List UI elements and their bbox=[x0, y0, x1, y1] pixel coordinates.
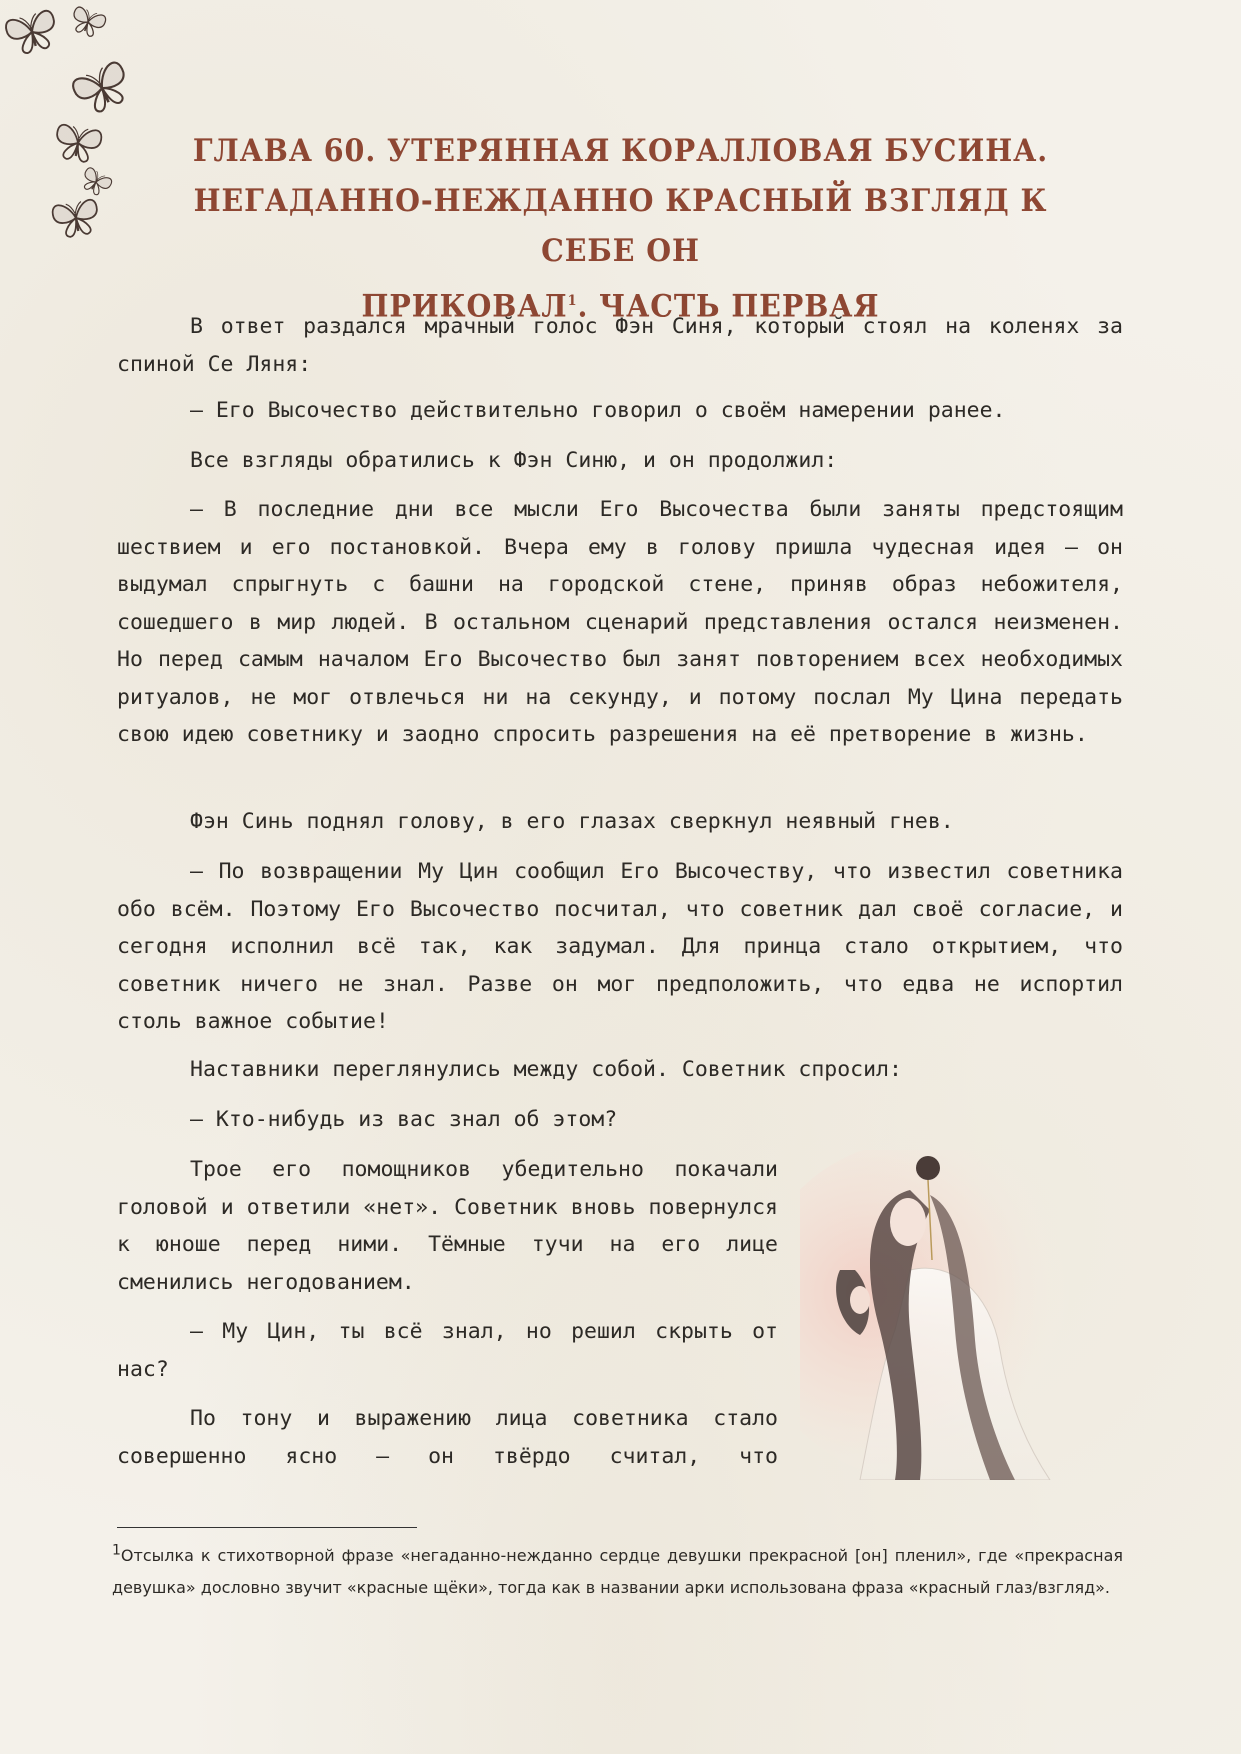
title-footnote-ref[interactable]: 1 bbox=[567, 293, 578, 309]
butterfly-icon bbox=[4, 9, 60, 57]
illustration-figure bbox=[800, 1150, 1140, 1480]
butterfly-icon bbox=[51, 199, 100, 239]
butterfly-icon bbox=[53, 124, 102, 164]
paragraph: — В последние дни все мысли Его Высочества были заняты предстоящим шествием и его постановкой. Вчера ему в голову пришла чудесная идея — он выдумал спрыгнуть с башни на городской стене, приняв образ небожителя, сошедшего в мир людей. В остальном сценарий представления остался неизменен. Но перед самым началом Его Высочество был занят повторением всех необходимых ритуалов, не мог отвлечься ни на секунду, и потому послал Му Цина передать свою идею советнику и заодно спросить разрешения на её претворение в жизнь. bbox=[117, 497, 1123, 747]
butterfly-icon bbox=[70, 60, 134, 118]
paragraph: — Кто-нибудь из вас знал об этом? bbox=[190, 1107, 618, 1132]
footnote-number: 1 bbox=[112, 1542, 121, 1559]
paragraph: По тону и выражению лица советника стало совершенно ясно — он твёрдо считал, что bbox=[117, 1406, 778, 1469]
butterfly-icon bbox=[78, 166, 113, 198]
butterflies-decoration bbox=[0, 0, 150, 260]
title-line-3-tail: . ЧАСТЬ ПЕРВАЯ bbox=[577, 288, 880, 325]
paragraph: — По возвращении Му Цин сообщил Его Высочеству, что известил советника обо всём. Поэтому Его Высочество посчитал, что советник дал своё согласие, и сегодня исполнил всё так, как задумал. Для принца стало открытием, что советник ничего не знал. Разве он мог предположить, что едва не испортил столь важное событие! bbox=[117, 859, 1123, 1034]
paragraph: — Его Высочество действительно говорил о своём намерении ранее. bbox=[190, 398, 1006, 423]
paragraph: В ответ раздался мрачный голос Фэн Синя, который стоял на коленях за спиной Се Ляня: bbox=[117, 314, 1123, 377]
paragraph: Трое его помощников убедительно покачали головой и ответили «нет». Советник вновь повернулся к юноше перед ними. Тёмные тучи на его лице сменились негодованием. bbox=[117, 1157, 778, 1295]
paragraph: Фэн Синь поднял голову, в его глазах сверкнул неявный гнев. bbox=[190, 809, 954, 834]
paragraph: Наставники переглянулись между собой. Советник спросил: bbox=[190, 1057, 902, 1082]
footnote-text: Отсылка к стихотворной фразе «негаданно-нежданно сердце девушки прекрасной [он] пленил», где «прекрасная девушка» дословно звучит «красные щёки», тогда как в названии арки использована фраза «красный глаз/взгляд». bbox=[112, 1546, 1123, 1597]
butterfly-icon bbox=[68, 6, 107, 40]
title-line-1: ГЛАВА 60. УТЕРЯННАЯ КОРАЛЛОВАЯ БУСИНА. bbox=[192, 133, 1049, 169]
chapter-title bbox=[188, 126, 1054, 331]
paragraph: Все взгляды обратились к Фэн Синю, и он продолжил: bbox=[190, 448, 838, 473]
paragraph: — Му Цин, ты всё знал, но решил скрыть от нас? bbox=[117, 1319, 778, 1382]
footnote bbox=[112, 1540, 1123, 1604]
title-line-2: НЕГАДАННО-НЕЖДАННО КРАСНЫЙ ВЗГЛЯД К СЕБЕ ОН bbox=[193, 183, 1048, 269]
footnote-divider bbox=[117, 1527, 417, 1528]
title-line-3-text: ПРИКОВАЛ bbox=[361, 288, 568, 325]
